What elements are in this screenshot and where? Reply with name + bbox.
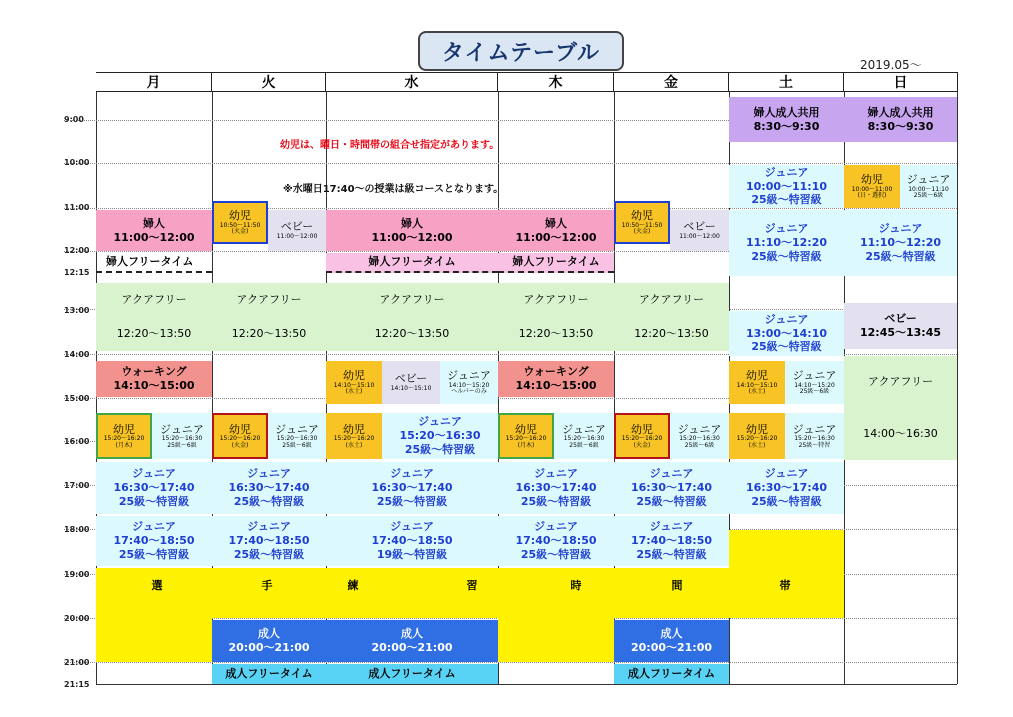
time-label: 15:00 (64, 394, 90, 403)
class-block: 幼児 10:50～11:50 (火金) (212, 201, 268, 244)
time-label: 21:00 (64, 658, 90, 667)
hour-line (64, 662, 957, 663)
class-block: ジュニア 15:20～16:30 25級～6級 (268, 413, 326, 459)
class-block: ジュニア 17:40～18:50 19級～特習級 (326, 516, 498, 566)
class-block: 幼児 10:00～11:00 (日・選択) (844, 165, 900, 208)
class-block: 幼児 15:20～16:20 (月木) (498, 413, 554, 459)
class-block: 婦人成人共用 8:30～9:30 (729, 97, 844, 142)
class-block: 婦人 11:00～12:00 (498, 210, 614, 251)
time-label: 9:00 (64, 115, 84, 124)
class-block: 婦人成人共用 8:30～9:30 (844, 97, 957, 142)
class-block: アクアフリー 12:20～13:50 (614, 283, 729, 351)
bottom-line (96, 684, 957, 685)
free-time: 成人フリータイム (326, 664, 498, 684)
class-block: ジュニア 17:40～18:50 25級～特習級 (212, 516, 326, 566)
free-time: 婦人フリータイム (96, 253, 212, 273)
class-block: ジュニア 14:10～15:20 ヘルパーのみ (440, 361, 498, 404)
training-band (498, 604, 614, 662)
class-block: 幼児 15:20～16:20 (水土) (326, 413, 382, 459)
class-block: 幼児 15:20～16:20 (月木) (96, 413, 152, 459)
time-label: 21:15 (64, 680, 90, 689)
time-label: 13:00 (64, 306, 90, 315)
class-block: ベビー 14:10～15:10 (382, 361, 440, 404)
time-label: 19:00 (64, 570, 90, 579)
class-block: ジュニア 15:20～16:30 25級～6級 (152, 413, 212, 459)
time-label: 20:00 (64, 614, 90, 623)
class-block: ジュニア 17:40～18:50 25級～特習級 (498, 516, 614, 566)
free-time: 婦人フリータイム (498, 253, 614, 273)
hour-line (64, 163, 957, 164)
class-block: ジュニア 16:30～17:40 25級～特習級 (212, 462, 326, 514)
page-title: タイムテーブル (418, 31, 624, 71)
time-label: 16:00 (64, 437, 90, 446)
class-block: 成人 20:00～21:00 (614, 620, 729, 662)
day-header-sat: 土 (729, 72, 844, 92)
class-block: アクアフリー 12:20～13:50 (326, 283, 498, 351)
class-block: ジュニア 11:10～12:20 25級～特習級 (729, 210, 844, 276)
notice-red: 幼児は、曜日・時間帯の組合せ指定があります。 (280, 140, 500, 151)
time-label: 12:15 (64, 268, 90, 277)
class-block: ジュニア 16:30～17:40 25級～特習級 (498, 462, 614, 514)
class-block: ベビー 12:45～13:45 (844, 303, 957, 349)
edition-date: 2019.05～ (860, 58, 922, 72)
class-block: 婦人 11:00～12:00 (326, 210, 498, 251)
grid-line (957, 92, 958, 684)
class-block: ベビー 11:00～12:00 (670, 210, 729, 251)
class-block: ジュニア 11:10～12:20 25級～特習級 (844, 210, 957, 276)
free-time: 成人フリータイム (212, 664, 326, 684)
day-header-thu: 木 (498, 72, 614, 92)
class-block: 成人 20:00～21:00 (326, 620, 498, 662)
class-block: アクアフリー 12:20～13:50 (212, 283, 326, 351)
training-char: 習 (466, 579, 478, 593)
class-block: アクアフリー 12:20～13:50 (96, 283, 212, 351)
time-label: 10:00 (64, 158, 90, 167)
class-block: ベビー 11:00～12:00 (268, 210, 326, 251)
class-block: アクアフリー 12:20～13:50 (498, 283, 614, 351)
class-block: 幼児 14:10～15:10 (水土) (729, 361, 785, 404)
class-block: ジュニア 15:20～16:30 25級～特習 (785, 413, 844, 459)
class-block: ジュニア 14:10～15:20 25級～6級 (785, 361, 844, 404)
training-char: 練 (347, 579, 359, 593)
training-char: 帯 (779, 579, 791, 593)
class-block: ジュニア 17:40～18:50 25級～特習級 (614, 516, 729, 566)
day-header-wed: 水 (326, 72, 498, 92)
hour-line (64, 208, 957, 209)
class-block: ジュニア 16:30～17:40 25級～特習級 (614, 462, 729, 514)
class-block: ジュニア 15:20～16:30 25級～特習級 (382, 413, 498, 459)
day-header-tue: 火 (212, 72, 326, 92)
class-block: 婦人 11:00～12:00 (96, 210, 212, 251)
time-label: 14:00 (64, 350, 90, 359)
class-block: 幼児 10:50～11:50 (火金) (614, 201, 670, 244)
class-block: ウォーキング 14:10～15:00 (96, 361, 212, 397)
class-block: ジュニア 15:20～16:30 25級～6級 (554, 413, 614, 459)
free-time: 成人フリータイム (614, 664, 729, 684)
class-block: ジュニア 16:30～17:40 25級～特習級 (729, 462, 844, 514)
class-block: アクアフリー 14:00～16:30 (844, 356, 957, 460)
class-block: 幼児 15:20～16:20 (火金) (212, 413, 268, 459)
training-char: 間 (671, 579, 683, 593)
class-block: 幼児 14:10～15:10 (水土) (326, 361, 382, 404)
training-char: 選 (151, 579, 163, 593)
class-block: 幼児 15:20～16:20 (火金) (614, 413, 670, 459)
time-label: 12:00 (64, 246, 90, 255)
class-block: ジュニア 15:20～16:30 25級～6級 (670, 413, 729, 459)
day-header-sun: 日 (844, 72, 958, 92)
class-block: ジュニア 10:00～11:10 25級～6級 (900, 165, 957, 208)
training-band (96, 604, 212, 662)
time-label: 11:00 (64, 203, 90, 212)
class-block: ジュニア 13:00～14:10 25級～特習級 (729, 311, 844, 356)
class-block: ジュニア 17:40～18:50 25級～特習級 (96, 516, 212, 566)
class-block: ジュニア 16:30～17:40 25級～特習級 (326, 462, 498, 514)
day-header-mon: 月 (96, 72, 212, 92)
class-block: ジュニア 10:00～11:10 25級～特習級 (729, 165, 844, 208)
training-char: 時 (570, 579, 582, 593)
class-block: ウォーキング 14:10～15:00 (498, 361, 614, 397)
time-label: 17:00 (64, 481, 90, 490)
time-label: 18:00 (64, 525, 90, 534)
free-time: 婦人フリータイム (326, 253, 498, 273)
training-char: 手 (261, 579, 273, 593)
class-block: 幼児 15:20～16:20 (水土) (729, 413, 785, 459)
class-block: 成人 20:00～21:00 (212, 620, 326, 662)
day-header-fri: 金 (614, 72, 729, 92)
class-block: ジュニア 16:30～17:40 25級～特習級 (96, 462, 212, 514)
notice-black: ※水曜日17:40～の授業は級コースとなります。 (283, 184, 504, 195)
